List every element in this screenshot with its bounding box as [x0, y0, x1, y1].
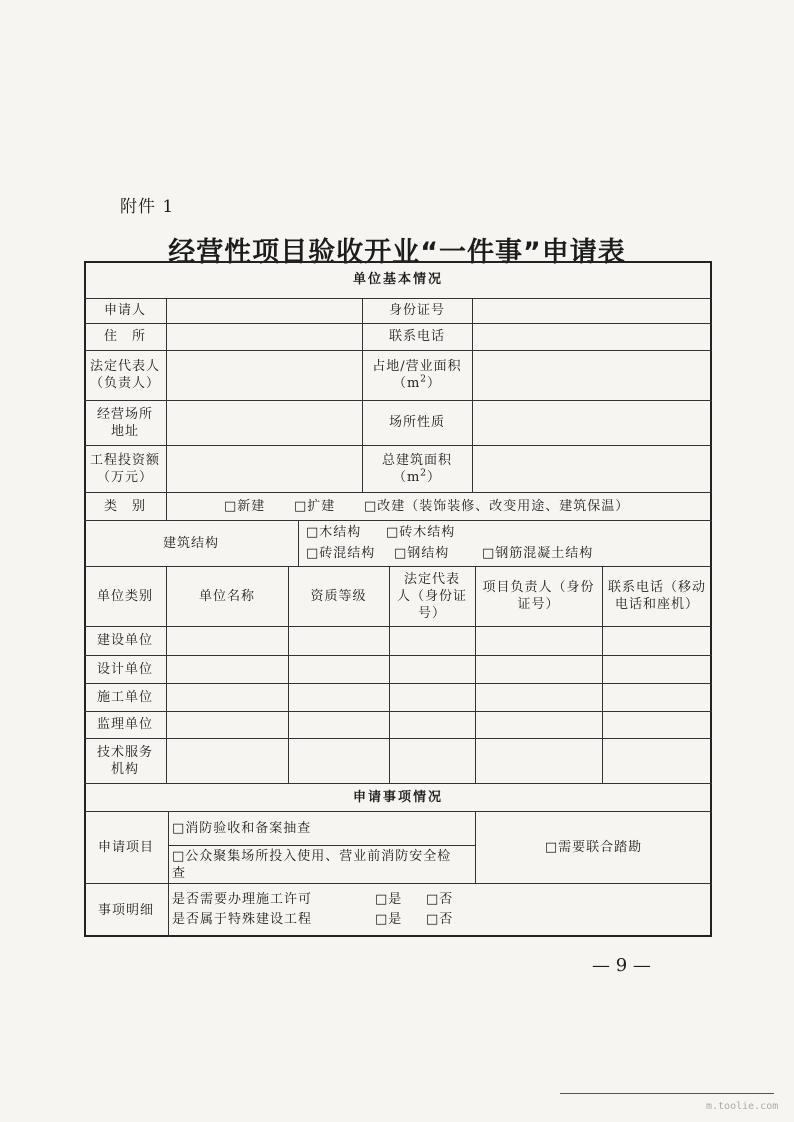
unit-row-technical-service: 技术服务 机构: [96, 744, 153, 777]
form-title: 经营性项目验收开业“一件事”申请表: [168, 237, 626, 268]
site-nature-label: 场所性质: [388, 415, 445, 430]
category-new-checkbox[interactable]: □新建: [224, 498, 266, 514]
unit-row-supervision: 监理单位: [96, 717, 153, 732]
address-label: 住 所: [103, 329, 146, 344]
unit-row-contractor: 施工单位: [96, 689, 153, 705]
item-details-label: 事项明细: [97, 902, 154, 918]
application-items-label: 申请项目: [97, 839, 154, 855]
category-label: 类 别: [103, 498, 146, 514]
footer-divider: [560, 1093, 774, 1094]
structure-brick-wood-checkbox[interactable]: □砖木结构: [386, 524, 456, 540]
section-basic-info-header: 单位基本情况: [352, 272, 443, 287]
applicant-label: 申请人: [103, 303, 146, 318]
structure-steel-checkbox[interactable]: □钢结构: [394, 545, 450, 561]
watermark: m.toolie.com: [706, 1101, 779, 1112]
business-site-address-field[interactable]: [166, 400, 362, 445]
phone-label: 联系电话: [388, 329, 445, 344]
unit-name-header: 单位名称: [198, 588, 255, 604]
phone-field[interactable]: [472, 323, 712, 350]
application-form-table: [84, 261, 712, 937]
unit-row-construction: 建设单位: [96, 633, 153, 648]
section-application-items-header: 申请事项情况: [352, 789, 443, 805]
legal-representative-field[interactable]: [166, 350, 362, 400]
floor-area-field[interactable]: [472, 350, 712, 400]
applicant-field[interactable]: [166, 298, 362, 323]
fire-acceptance-checkbox[interactable]: □消防验收和备案抽查: [172, 820, 312, 836]
attachment-label: 附件 1: [120, 197, 175, 217]
page-number: — 9 —: [592, 955, 651, 976]
investment-label: 工程投资额 （万元）: [89, 452, 160, 485]
special-construction-yes-checkbox[interactable]: □是: [375, 911, 403, 927]
unit-type-header: 单位类别: [96, 588, 153, 604]
id-number-field[interactable]: [472, 298, 712, 323]
building-structure-label: 建筑结构: [162, 535, 219, 551]
total-building-area-label: 总建筑面积 $(m^2)$: [381, 452, 452, 485]
total-building-area-field[interactable]: [472, 445, 712, 492]
structure-wood-checkbox[interactable]: □木结构: [306, 524, 362, 540]
id-number-label: 身份证号: [388, 303, 445, 318]
category-renovate-checkbox[interactable]: □改建（装饰装修、改变用途、建筑保温）: [364, 498, 630, 514]
legal-rep-id-header: 法定代表 人（身份证 号）: [396, 571, 467, 621]
floor-area-label: 占地/营业面积 $(m^2)$: [372, 359, 462, 391]
project-manager-id-header: 项目负责人（身份 证号）: [482, 580, 595, 612]
legal-representative-label: 法定代表人 （负责人）: [89, 359, 160, 391]
business-site-address-label: 经营场所 地址: [96, 406, 153, 439]
construction-permit-question: 是否需要办理施工许可: [172, 891, 313, 907]
joint-survey-checkbox[interactable]: □需要联合踏勘: [544, 839, 643, 855]
construction-permit-yes-checkbox[interactable]: □是: [375, 891, 403, 907]
special-construction-question: 是否属于特殊建设工程: [172, 911, 313, 927]
site-nature-field[interactable]: [472, 400, 712, 445]
qualification-grade-header: 资质等级: [310, 588, 367, 604]
contact-phone-header: 联系电话（移动 电话和座机）: [607, 580, 706, 612]
investment-field[interactable]: [166, 445, 362, 492]
construction-permit-no-checkbox[interactable]: □否: [426, 891, 454, 907]
public-venue-fire-check-checkbox[interactable]: □公众聚集场所投入使用、营业前消防安全检 查: [172, 849, 452, 881]
special-construction-no-checkbox[interactable]: □否: [426, 911, 454, 927]
address-field[interactable]: [166, 323, 362, 350]
unit-row-design: 设计单位: [96, 661, 153, 677]
category-expand-checkbox[interactable]: □扩建: [294, 498, 336, 514]
structure-brick-concrete-checkbox[interactable]: □砖混结构: [306, 545, 376, 561]
structure-reinforced-concrete-checkbox[interactable]: □钢筋混凝土结构: [482, 545, 594, 561]
